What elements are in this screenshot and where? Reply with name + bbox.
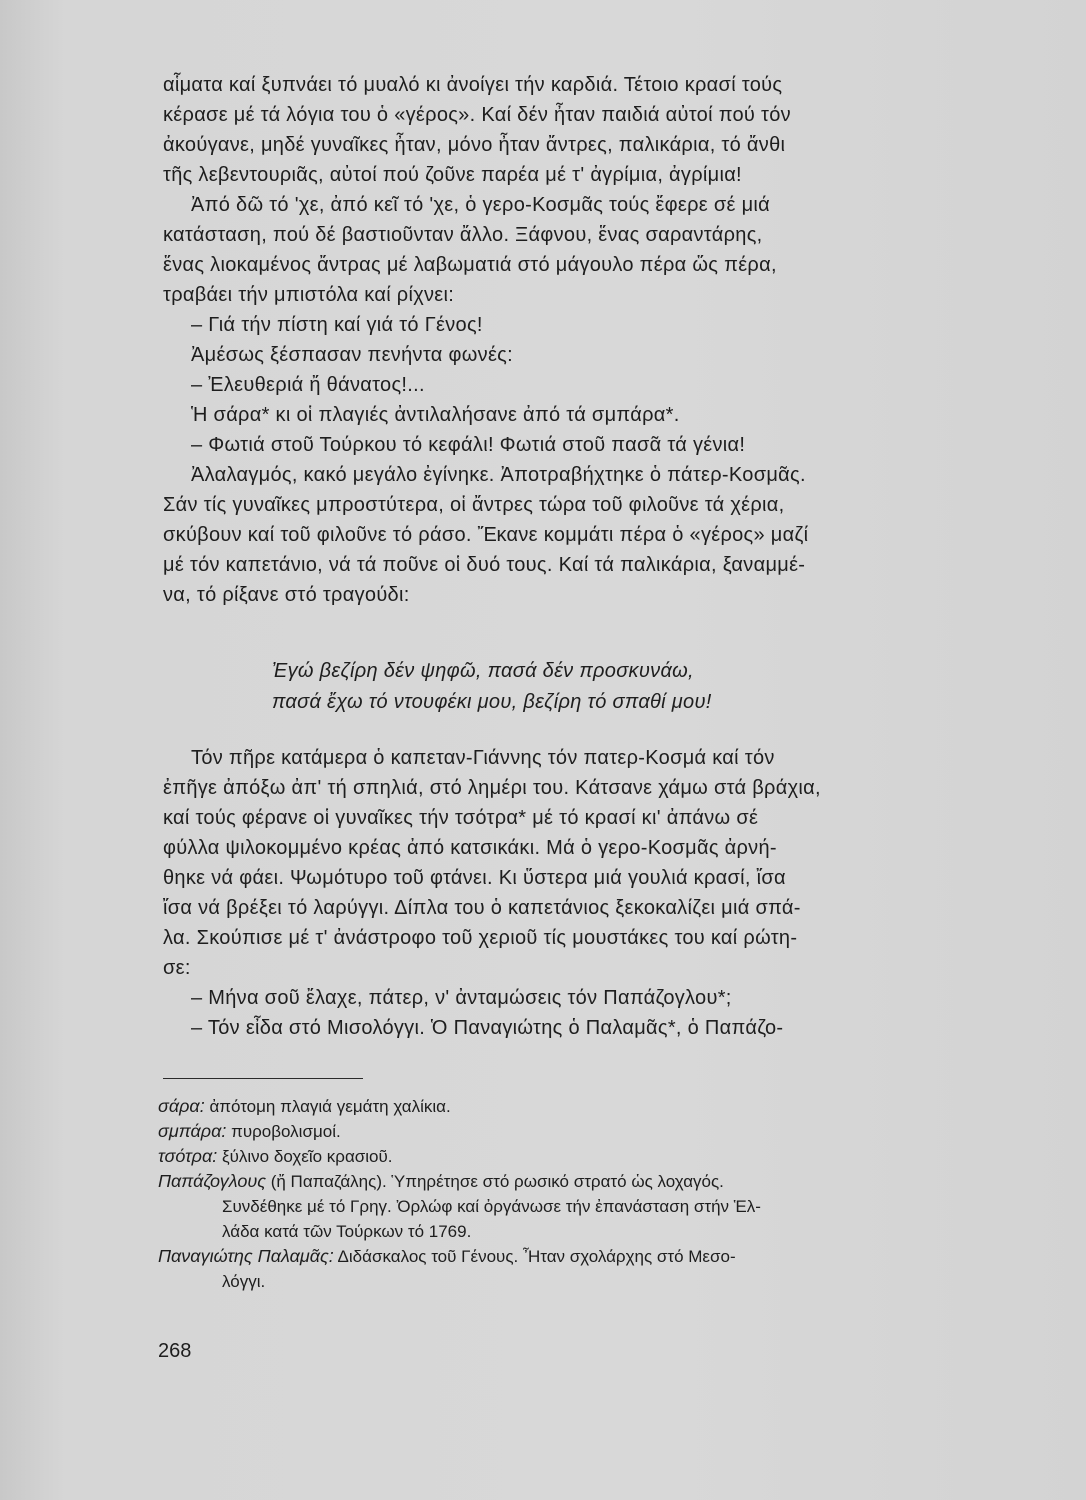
page-number: 268	[158, 1340, 192, 1362]
footnote-continuation: λόγγι.	[222, 1272, 266, 1291]
footnote-term: σμπάρα:	[158, 1121, 227, 1141]
text-line: ἕνας λιοκαμένος ἄντρας μέ λαβωματιά στό μάγουλο πέρα ὥς πέρα,	[163, 254, 777, 276]
footnote	[158, 1244, 988, 1294]
text-line: Ἀμέσως ξέσπασαν πενήντα φωνές:	[191, 344, 513, 366]
text-line: μέ τόν καπετάνιο, νά τά ποῦνε οἱ δυό τους. Καί τά παλικάρια, ξαναμμέ-	[163, 554, 806, 576]
text-line: Σάν τίς γυναῖκες μπροστύτερα, οἱ ἄντρες τώρα τοῦ φιλοῦνε τά χέρια,	[163, 494, 785, 516]
song-verse	[272, 656, 972, 718]
dialogue-line: – Γιά τήν πίστη καί γιά τό Γένος!	[191, 314, 483, 336]
dialogue-line: – Μήνα σοῦ ἔλαχε, πάτερ, ν' ἀνταμώσεις τόν Παπάζογλου*;	[191, 987, 732, 1009]
footnote	[158, 1144, 988, 1169]
dialogue-line: – Ἐλευθεριά ἤ θάνατος!...	[191, 374, 425, 396]
footnote-continuation: Συνδέθηκε μέ τό Γρηγ. Ὀρλώφ καί ὀργάνωσε τήν ἐπανάσταση στήν Ἑλ-	[222, 1197, 761, 1216]
footnote-term: Παναγιώτης Παλαμᾶς:	[158, 1246, 334, 1266]
text-line: κέρασε μέ τά λόγια του ὁ «γέρος». Καί δέν ἦταν παιδιά αὐτοί πού τόν	[163, 104, 791, 126]
text-line: κατάσταση, πού δέ βαστιοῦνταν ἄλλο. Ξάφνου, ἕνας σαραντάρης,	[163, 224, 763, 246]
text-line: φύλλα ψιλοκομμένο κρέας ἀπό κατσικάκι. Μά ὁ γερο-Κοσμᾶς ἀρνή-	[163, 837, 777, 859]
text-line: να, τό ρίξανε στό τραγούδι:	[163, 584, 410, 606]
dialogue-line: – Τόν εἶδα στό Μισολόγγι. Ὁ Παναγιώτης ὁ Παλαμᾶς*, ὁ Παπάζο-	[191, 1017, 784, 1039]
text-line: αἷματα καί ξυπνάει τό μυαλό κι ἀνοίγει τήν καρδιά. Τέτοιο κρασί τούς	[163, 74, 783, 96]
footnote-term: σάρα:	[158, 1096, 205, 1116]
text-line: τραβάει τήν μπιστόλα καί ρίχνει:	[163, 284, 455, 306]
footnote-text: πυροβολισμοί.	[231, 1122, 341, 1141]
text-line: Ἡ σάρα* κι οἱ πλαγιές ἀντιλαλήσανε ἀπό τά σμπάρα*.	[191, 404, 680, 426]
main-text-continued	[163, 743, 983, 1043]
text-line: Ἀλαλαγμός, κακό μεγάλο ἐγίνηκε. Ἀποτραβήχτηκε ὁ πάτερ-Κοσμᾶς.	[191, 464, 806, 486]
footnote-text: ξύλινο δοχεῖο κρασιοῦ.	[222, 1147, 393, 1166]
verse-line: Ἐγώ βεζίρη δέν ψηφῶ, πασά δέν προσκυνάω,	[272, 660, 694, 682]
main-text	[163, 70, 983, 610]
footnote	[158, 1169, 988, 1244]
verse-line: πασά ἔχω τό ντουφέκι μου, βεζίρη τό σπαθί μου!	[272, 691, 712, 713]
text-line: ἀκούγανε, μηδέ γυναῖκες ἦταν, μόνο ἦταν ἄντρες, παλικάρια, τό ἄνθι	[163, 134, 786, 156]
footnote-text: Διδάσκαλος τοῦ Γένους. Ἦταν σχολάρχης στό Μεσο-	[337, 1247, 736, 1266]
footnote-term: Παπάζογλους	[158, 1171, 266, 1191]
text-line: ἴσα νά βρέξει τό λαρύγγι. Δίπλα του ὁ καπετάνιος ξεκοκαλίζει μιά σπά-	[163, 897, 801, 919]
footnote-text: ἀπότομη πλαγιά γεμάτη χαλίκια.	[209, 1097, 451, 1116]
footnote	[158, 1094, 988, 1119]
footnote-term: τσότρα:	[158, 1146, 218, 1166]
footnote-continuation: λάδα κατά τῶν Τούρκων τό 1769.	[222, 1222, 472, 1241]
footnotes	[158, 1094, 988, 1294]
text-line: σκύβουν καί τοῦ φιλοῦνε τό ράσο. Ἔκανε κομμάτι πέρα ὁ «γέρος» μαζί	[163, 524, 809, 546]
footnote-text: (ἤ Παπαζάλης). Ὑπηρέτησε στό ρωσικό στρατό ὡς λοχαγός.	[270, 1172, 724, 1191]
footnote-divider	[163, 1078, 363, 1079]
text-line: Τόν πῆρε κατάμερα ὁ καπεταν-Γιάννης τόν πατερ-Κοσμά καί τόν	[191, 747, 775, 769]
dialogue-line: – Φωτιά στοῦ Τούρκου τό κεφάλι! Φωτιά στοῦ πασᾶ τά γένια!	[191, 434, 746, 456]
text-line: λα. Σκούπισε μέ τ' ἀνάστροφο τοῦ χεριοῦ τίς μουστάκες του καί ρώτη-	[163, 927, 798, 949]
text-line: καί τούς φέρανε οἱ γυναῖκες τήν τσότρα* μέ τό κρασί κι' ἀπάνω σέ	[163, 807, 759, 829]
text-line: Ἀπό δῶ τό 'χε, ἀπό κεῖ τό 'χε, ὁ γερο-Κοσμᾶς τούς ἔφερε σέ μιά	[191, 194, 770, 216]
text-line: σε:	[163, 957, 191, 979]
footnote	[158, 1119, 988, 1144]
text-line: ἐπῆγε ἀπόξω ἀπ' τή σπηλιά, στό λημέρι του. Κάτσανε χάμω στά βράχια,	[163, 777, 821, 799]
text-line: θηκε νά φάει. Ψωμότυρο τοῦ φτάνει. Κι ὕστερα μιά γουλιά κρασί, ἴσα	[163, 867, 786, 889]
text-line: τῆς λεβεντουριᾶς, αὐτοί πού ζοῦνε παρέα μέ τ' ἀγρίμια, ἀγρίμια!	[163, 164, 742, 186]
